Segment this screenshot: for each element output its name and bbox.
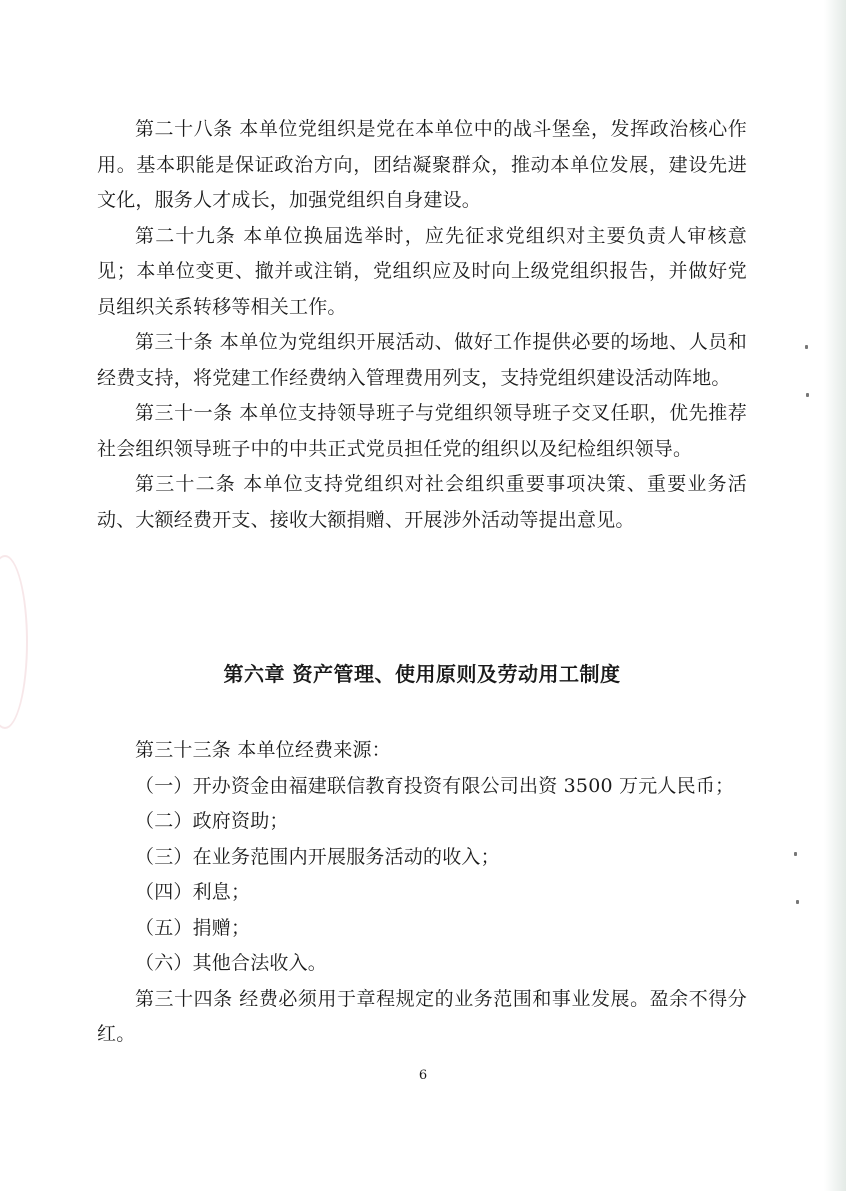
article-32: 第三十二条 本单位支持党组织对社会组织重要事项决策、重要业务活动、大额经费开支、接收大额捐赠、开展涉外活动等提出意见。 xyxy=(97,473,747,531)
article-34: 第三十四条 经费必须用于章程规定的业务范围和事业发展。盈余不得分红。 xyxy=(97,987,747,1045)
funding-item-4: （四）利息； xyxy=(135,881,251,903)
article-33: 第三十三条 本单位经费来源： xyxy=(135,739,391,761)
chapter-heading: 第六章 资产管理、使用原则及劳动用工制度 xyxy=(223,662,621,686)
scan-edge-shadow xyxy=(824,0,846,1191)
funding-item-3: （三）在业务范围内开展服务活动的收入； xyxy=(135,845,500,868)
page-number: 6 xyxy=(418,1068,428,1083)
funding-item-1: （一）开办资金由福建联信教育投资有限公司出资 3500 万元人民币； xyxy=(135,774,735,797)
article-28: 第二十八条 本单位党组织是党在本单位中的战斗堡垒，发挥政治核心作用。基本职能是保证政治方向，团结凝聚群众，推动本单位发展，建设先进文化，服务人才成长，加强党组织自身建设。 xyxy=(97,118,747,211)
article-31: 第三十一条 本单位支持领导班子与党组织领导班子交叉任职，优先推荐社会组织领导班子中的中共正式党员担任党的组织以及纪检组织领导。 xyxy=(97,402,747,460)
scan-speck xyxy=(806,393,809,397)
scan-speck xyxy=(794,852,797,856)
funding-item-5: （五）捐赠； xyxy=(135,916,251,939)
stamp-residue xyxy=(0,555,28,729)
article-29: 第二十九条 本单位换届选举时，应先征求党组织对主要负责人审核意见；本单位变更、撤并或注销，党组织应及时向上级党组织报告，并做好党员组织关系转移等相关工作。 xyxy=(97,224,747,318)
articles-block xyxy=(97,112,747,538)
scan-speck xyxy=(796,900,799,904)
funding-block xyxy=(97,733,747,1053)
article-30: 第三十条 本单位为党组织开展活动、做好工作提供必要的场地、人员和经费支持，将党建工作经费纳入管理费用列支，支持党组织建设活动阵地。 xyxy=(97,331,747,389)
funding-item-2: （二）政府资助； xyxy=(135,810,289,832)
scan-speck xyxy=(805,345,808,349)
funding-item-6: （六）其他合法收入。 xyxy=(135,952,328,974)
